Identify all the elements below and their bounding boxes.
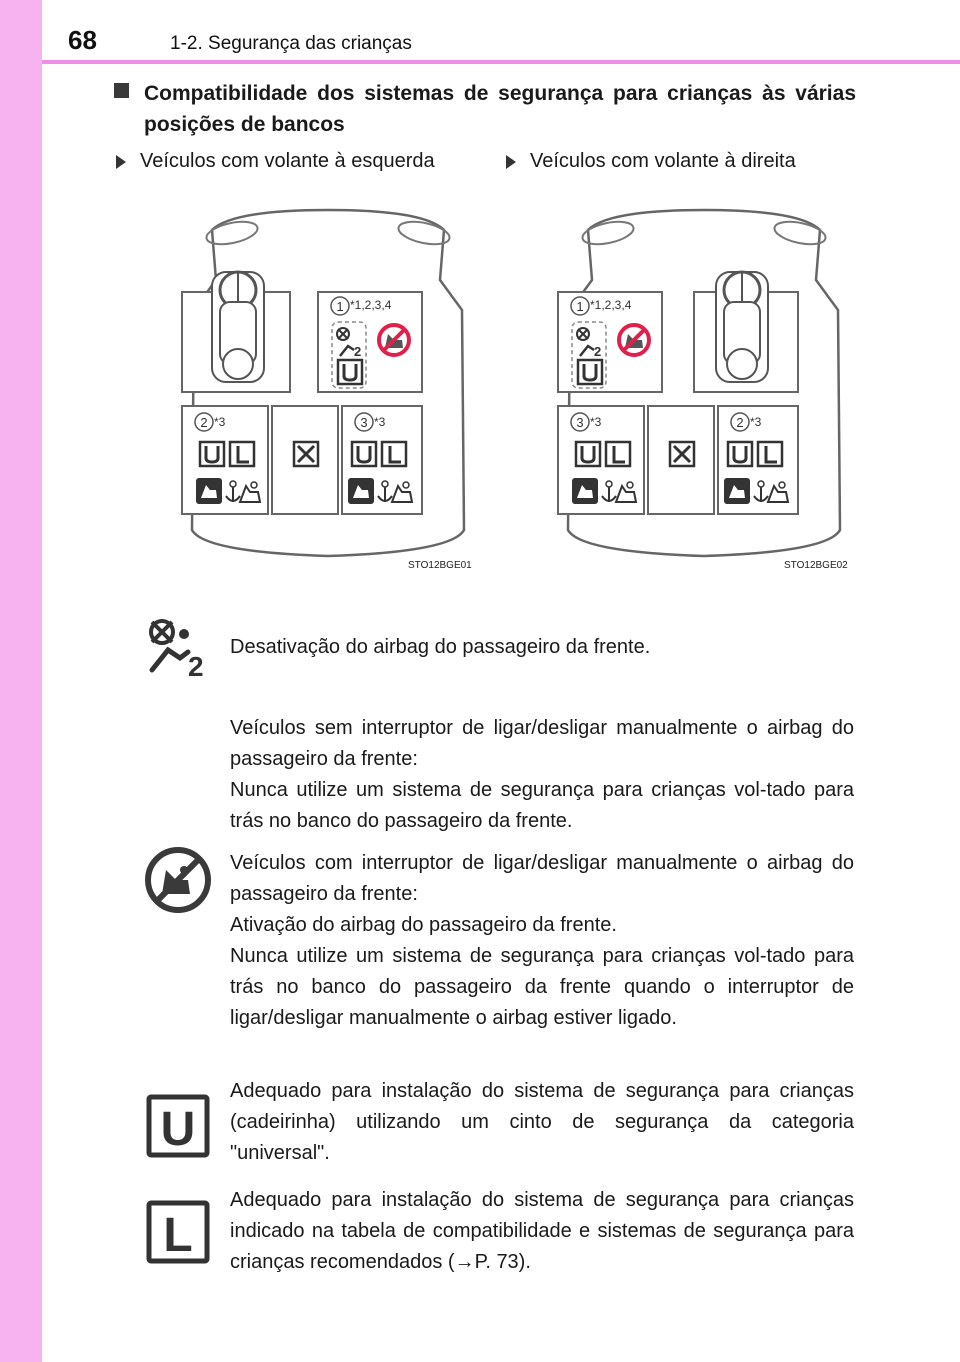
legend-isofix-text xyxy=(230,1185,854,1278)
legend-with-switch-line-3: Nunca utilize um sistema de segurança para crianças vol-tado para trás no banco do passageiro da frente quando o interruptor de ligar/desligar manualmente o airbag estiver ligado. xyxy=(230,945,854,1029)
legend-no-switch-line-1: Veículos sem interruptor de ligar/desligar manualmente o airbag do passageiro da frente: xyxy=(230,717,854,770)
heading-text: Compatibilidade dos sistemas de segurança para crianças às várias posições de bancos xyxy=(144,82,856,136)
legend-with-switch-line-2: Ativação do airbag do passageiro da frente. xyxy=(230,914,617,936)
seat-number-rear-right: 3 xyxy=(360,415,368,430)
seat-number-front: 1 xyxy=(336,299,344,314)
page-sidebar-tab xyxy=(0,0,42,1362)
rear-right-note: *3 xyxy=(374,415,386,429)
legend-universal-text: Adequado para instalação do sistema de segurança para crianças (cadeirinha) utilizando um cinto de segurança da categoria "universal". xyxy=(230,1080,854,1164)
seat-number-rear-left: 3 xyxy=(576,415,584,430)
seat-number-rear-left: 2 xyxy=(200,415,208,430)
rear-left-note: *3 xyxy=(590,415,602,429)
prohibited-rear-facing-icon xyxy=(619,325,649,355)
page-number: 68 xyxy=(68,25,97,55)
isofix-l-icon-letter: L xyxy=(163,1209,193,1262)
legend-with-switch xyxy=(230,848,854,1034)
seat-number-front: 1 xyxy=(576,299,584,314)
airbag-off-icon xyxy=(144,616,214,680)
seat-number-rear-right: 2 xyxy=(736,415,744,430)
legend-airbag-off-text: Desativação do airbag do passageiro da frente. xyxy=(230,636,651,658)
prohibited-rear-facing-icon xyxy=(144,846,212,914)
rear-left-note: *3 xyxy=(214,415,226,429)
universal-u-icon-letter: U xyxy=(160,1103,196,1156)
svg-text:2: 2 xyxy=(594,344,602,359)
no-seat-x-icon xyxy=(294,442,318,466)
legend-with-switch-line-1: Veículos com interruptor de ligar/desligar manualmente o airbag do passageiro da frente: xyxy=(230,852,854,905)
car-top-view-left xyxy=(172,200,484,582)
no-seat-x-icon xyxy=(670,442,694,466)
heading-bullet xyxy=(114,83,129,98)
front-seat-note: *1,2,3,4 xyxy=(350,298,392,312)
subhead-right-hand-drive xyxy=(506,150,796,173)
subhead-left-hand-drive xyxy=(116,150,435,173)
legend-isofix xyxy=(230,1185,854,1278)
subhead-right-text: Veículos com volante à direita xyxy=(530,150,796,172)
page-reference-link[interactable]: →P. 73). xyxy=(454,1251,531,1273)
car-top-view-right xyxy=(548,200,860,582)
triangle-bullet-icon xyxy=(116,155,126,169)
rear-right-note: *3 xyxy=(750,415,762,429)
front-seat-note: *1,2,3,4 xyxy=(590,298,632,312)
seat-diagram-left-hand-drive xyxy=(172,200,484,582)
airbag-off-icon-digit: 2 xyxy=(188,651,204,680)
figure-id-left: STO12BGE01 xyxy=(408,560,472,571)
legend-universal xyxy=(230,1076,854,1169)
legend-airbag-off xyxy=(230,632,854,663)
isofix-l-icon xyxy=(146,1200,210,1264)
legend-no-switch-line-2: Nunca utilize um sistema de segurança para crianças vol-tado para trás no banco do passageiro da frente. xyxy=(230,779,854,832)
legend-isofix-body: Adequado para instalação do sistema de segurança para crianças indicado na tabela de compatibilidade e sistemas de segurança para crianças recomendados ( xyxy=(230,1189,854,1273)
seat-diagram-right-hand-drive xyxy=(548,200,860,582)
prohibited-rear-facing-icon xyxy=(379,325,409,355)
subhead-left-text: Veículos com volante à esquerda xyxy=(140,150,435,172)
legend-no-switch xyxy=(230,713,854,837)
section-heading xyxy=(114,78,856,140)
header-rule xyxy=(42,60,960,64)
triangle-bullet-icon xyxy=(506,155,516,169)
universal-u-icon xyxy=(146,1094,210,1158)
svg-text:2: 2 xyxy=(354,344,362,359)
figure-id-right: STO12BGE02 xyxy=(784,560,848,571)
section-title: 1-2. Segurança das crianças xyxy=(170,33,412,54)
